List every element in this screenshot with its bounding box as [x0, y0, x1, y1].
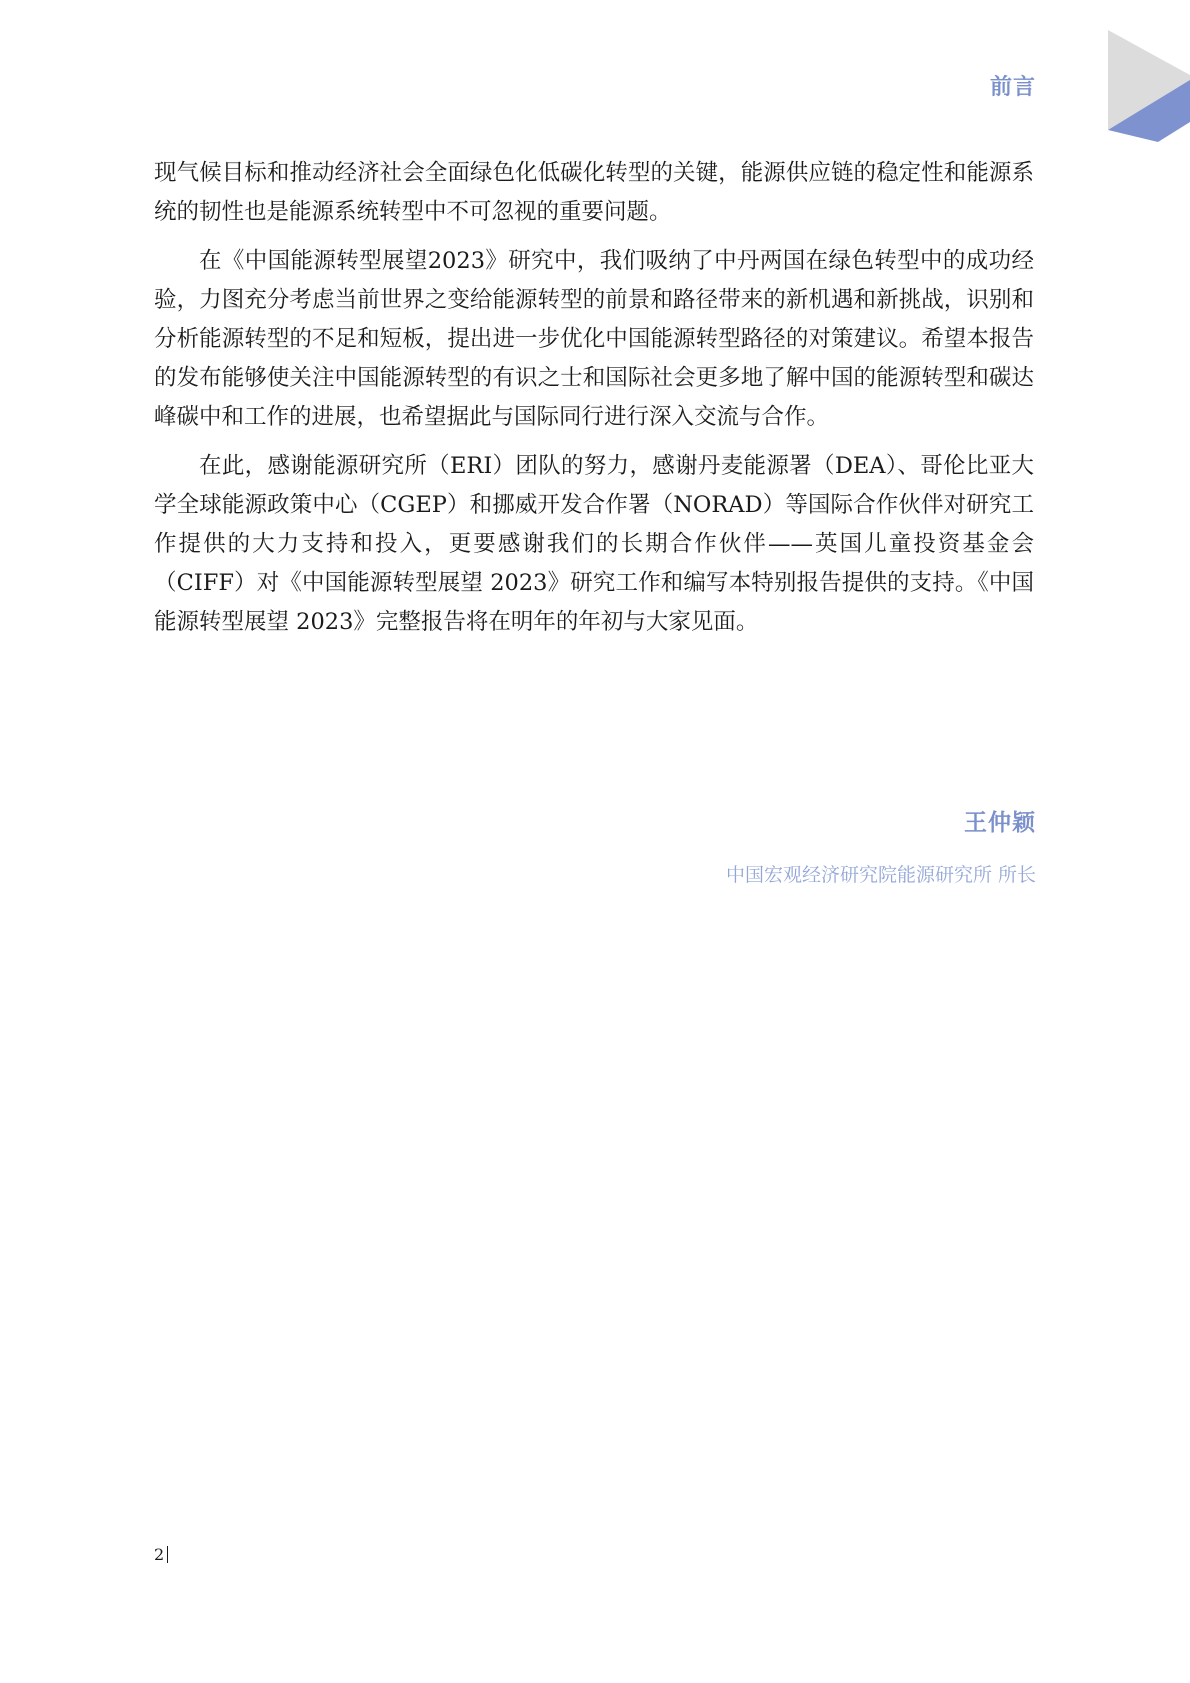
page-number-divider — [167, 1546, 168, 1563]
page-number-value: 2 — [154, 1545, 165, 1564]
paragraph: 在《中国能源转型展望2023》研究中，我们吸纳了中丹两国在绿色转型中的成功经验，力图充分考虑当前世界之变给能源转型的前景和路径带来的新机遇和新挑战，识别和分析能源转型的不足和短板，提出进一步优化中国能源转型路径的对策建议。希望本报告的发布能够使关注中国能源转型的有识之士和国际社会更多地了解中国的能源转型和碳达峰碳中和工作的进展，也希望据此与国际同行进行深入交流与合作。 — [154, 248, 1034, 430]
signature-name: 王仲颖 — [964, 810, 1036, 836]
preface-body — [154, 154, 1034, 652]
section-title: 前言 — [989, 75, 1036, 100]
page-number — [154, 1545, 168, 1564]
paragraph: 在此，感谢能源研究所（ERI）团队的努力，感谢丹麦能源署（DEA）、哥伦比亚大学全球能源政策中心（CGEP）和挪威开发合作署（NORAD）等国际合作伙伴对研究工作提供的大力支持和投入，更要感谢我们的长期合作伙伴——英国儿童投资基金会（CIFF）对《中国能源转型展望 2023》研究工作和编写本特别报告提供的支持。《中国能源转型展望 2023》完整报告将在明年的年初与大家见面。 — [154, 453, 1034, 635]
signature-title: 中国宏观经济研究院能源研究所 所长 — [725, 864, 1036, 886]
corner-arrow-decoration-icon — [1108, 30, 1190, 152]
paragraph: 现气候目标和推动经济社会全面绿色化低碳化转型的关键，能源供应链的稳定性和能源系统的韧性也是能源系统转型中不可忽视的重要问题。 — [154, 160, 1034, 225]
